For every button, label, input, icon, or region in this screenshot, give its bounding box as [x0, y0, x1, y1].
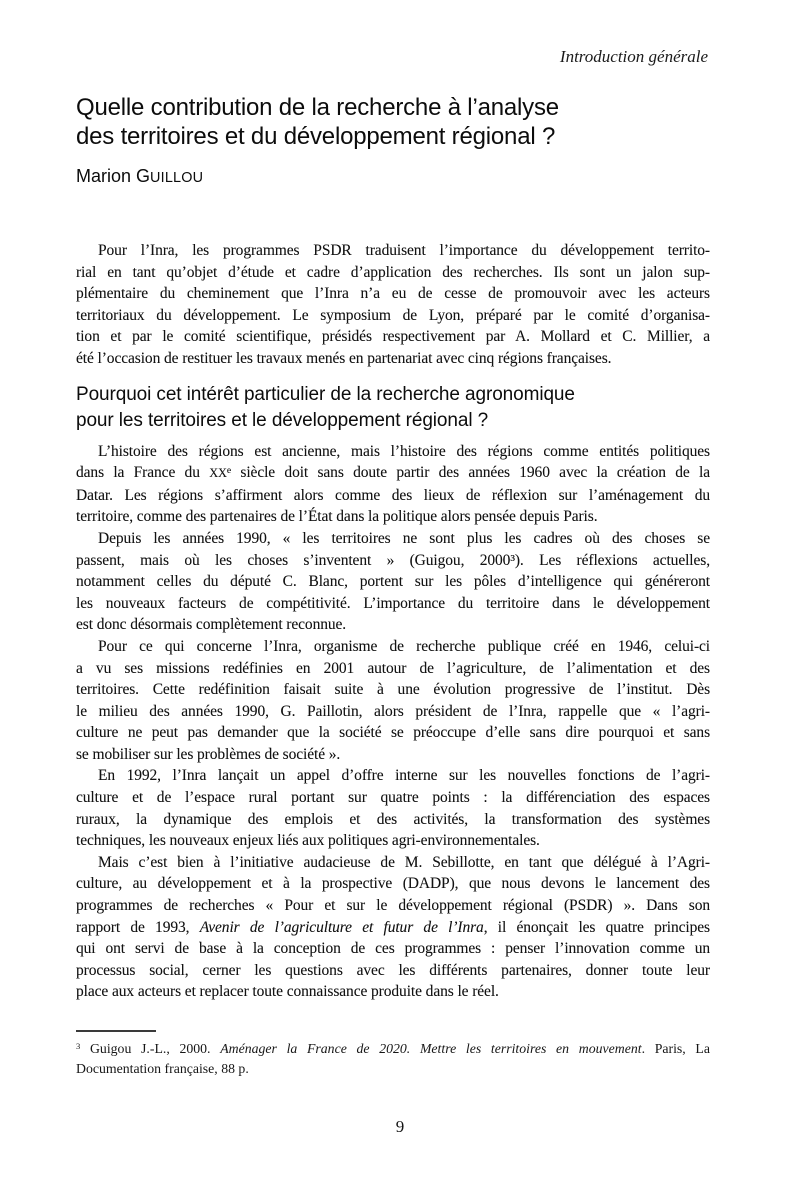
page-number: 9 — [395, 1117, 405, 1136]
text-line: Mais c’est bien à l’initiative audacieuse de M. Sebillotte, en tant que délégué à l’Agri- — [98, 853, 710, 871]
text-line: les nouveaux facteurs de compétitivité. L’importance du territoire dans le développement — [76, 594, 710, 612]
paragraph — [76, 852, 710, 1003]
author-lead: Marion G — [76, 166, 151, 186]
footnote-rule — [76, 1030, 156, 1032]
author-small-caps: UILLOU — [150, 170, 204, 186]
text-line: Documentation française, 88 p. — [76, 1061, 249, 1076]
text-line: tion et par le comité scientifique, présidés respectivement par A. Mollard et C. Millier, a — [76, 328, 710, 346]
text-line: plémentaire du cheminement que l’Inra n’a eu de cesse de promouvoir avec les acteurs — [76, 285, 710, 303]
text-line: processus social, cerner les questions avec les différents partenaires, donner toute leur — [76, 961, 710, 979]
text-line: Datar. Les régions s’affirment alors comme des lieux de réflexion sur l’aménagement du — [76, 486, 710, 504]
text-line: rial en tant qu’objet d’étude et cadre d’application des recherches. Ils sont un jalon sup- — [76, 263, 710, 281]
paragraph — [76, 636, 710, 766]
text-line: dans la France du XXe siècle doit sans doute partir des années 1960 avec la création de la — [76, 464, 710, 482]
section-heading — [76, 382, 710, 434]
text-line: programmes de recherches « Pour et sur le développement régional (PSDR) ». Dans son — [76, 897, 710, 915]
text-line: le milieu des années 1990, G. Paillotin, alors président de l’Inra, rappelle que « l’agri- — [76, 702, 710, 720]
italic-text: Avenir de l’agriculture et futur de l’Inra — [199, 918, 484, 936]
footnote — [76, 1030, 710, 1079]
author-name — [76, 166, 203, 187]
text-line: notamment celles du député C. Blanc, portent sur les pôles d’intelligence qui généreront — [76, 573, 710, 591]
superscript: 3 — [76, 1041, 81, 1052]
text-line: passent, mais où les choses s’inventent » (Guigou, 2000³). Les réflexions actuelles, — [76, 551, 710, 569]
text-line: $^3$ Guigou J.-L., 2000. Aménager la France de 2020. Mettre les territoires en mouvement. Paris, La — [76, 1041, 710, 1056]
text-line: ruraux, la dynamique des emplois et des activités, la transformation des systèmes — [76, 810, 710, 828]
text-line: qui ont servi de base à la conception de ces programmes : penser l’innovation comme un — [76, 940, 710, 958]
italic-text: Aménager la France de 2020. Mettre les territoires en mouvement — [220, 1041, 642, 1056]
text-line: En 1992, l’Inra lançait un appel d’offre interne sur les nouvelles fonctions de l’agri- — [98, 767, 710, 785]
text-line: culture, au développement et à la prospective (DADP), que nous devons le lancement des — [76, 875, 710, 893]
text-line: territoriaux du développement. Le symposium de Lyon, préparé par le comité d’organisa- — [76, 306, 710, 324]
text-line: territoires. Cette redéfinition faisait suite à une évolution progressive de l’institut. Dès — [76, 681, 710, 699]
paragraph — [76, 528, 710, 636]
text-line: culture ne peut pas demander que la société se préoccupe d’elle sans dire pourquoi et sans — [76, 724, 710, 742]
text-line: place aux acteurs et replacer toute connaissance produite dans le réel. — [76, 983, 499, 1001]
text-line: se mobiliser sur les problèmes de société ». — [76, 745, 341, 763]
text-line: été l’occasion de restituer les travaux menés en partenariat avec cinq régions françaises. — [76, 349, 612, 367]
text-line: Pour ce qui concerne l’Inra, organisme de recherche publique créé en 1946, celui-ci — [98, 637, 710, 655]
text-line: L’histoire des régions est ancienne, mais l’histoire des régions comme entités politiques — [98, 442, 710, 460]
paragraph — [76, 765, 710, 851]
body-text — [76, 240, 710, 1003]
text-line: Depuis les années 1990, « les territoires ne sont plus les cadres où des choses se — [98, 529, 710, 547]
text-line: techniques, les nouveaux enjeux liés aux politiques agri-environnementales. — [76, 832, 540, 850]
text-line: Pour l’Inra, les programmes PSDR traduisent l’importance du développement territo- — [98, 242, 710, 259]
heading-line: pour les territoires et le développement régional ? — [76, 409, 489, 431]
text-line: territoire, comme des partenaires de l’État dans la politique alors pensée depuis Paris. — [76, 508, 598, 526]
title-line: Quelle contribution de la recherche à l’analyse — [76, 94, 559, 121]
small-caps-text: XX — [209, 466, 227, 481]
superscript: e — [226, 464, 232, 476]
title-line: des territoires et du développement régional ? — [76, 123, 556, 150]
text-line: est donc désormais complètement reconnue. — [76, 616, 347, 634]
running-header: Introduction générale — [559, 47, 708, 66]
text-line: rapport de 1993, Avenir de l’agriculture et futur de l’Inra, il énonçait les quatre principes — [76, 918, 710, 936]
heading-line: Pourquoi cet intérêt particulier de la recherche agronomique — [76, 383, 575, 405]
paragraph — [76, 441, 710, 528]
text-line: a vu ses missions redéfinies en 2001 autour de l’agriculture, de l’alimentation et des — [76, 659, 710, 677]
footnote-text — [76, 1039, 710, 1079]
article-title — [76, 93, 756, 151]
text-line: culture et de l’espace rural portant sur quatre points : la différenciation des espaces — [76, 789, 710, 807]
paragraph — [76, 1039, 710, 1079]
paragraph — [76, 240, 710, 370]
